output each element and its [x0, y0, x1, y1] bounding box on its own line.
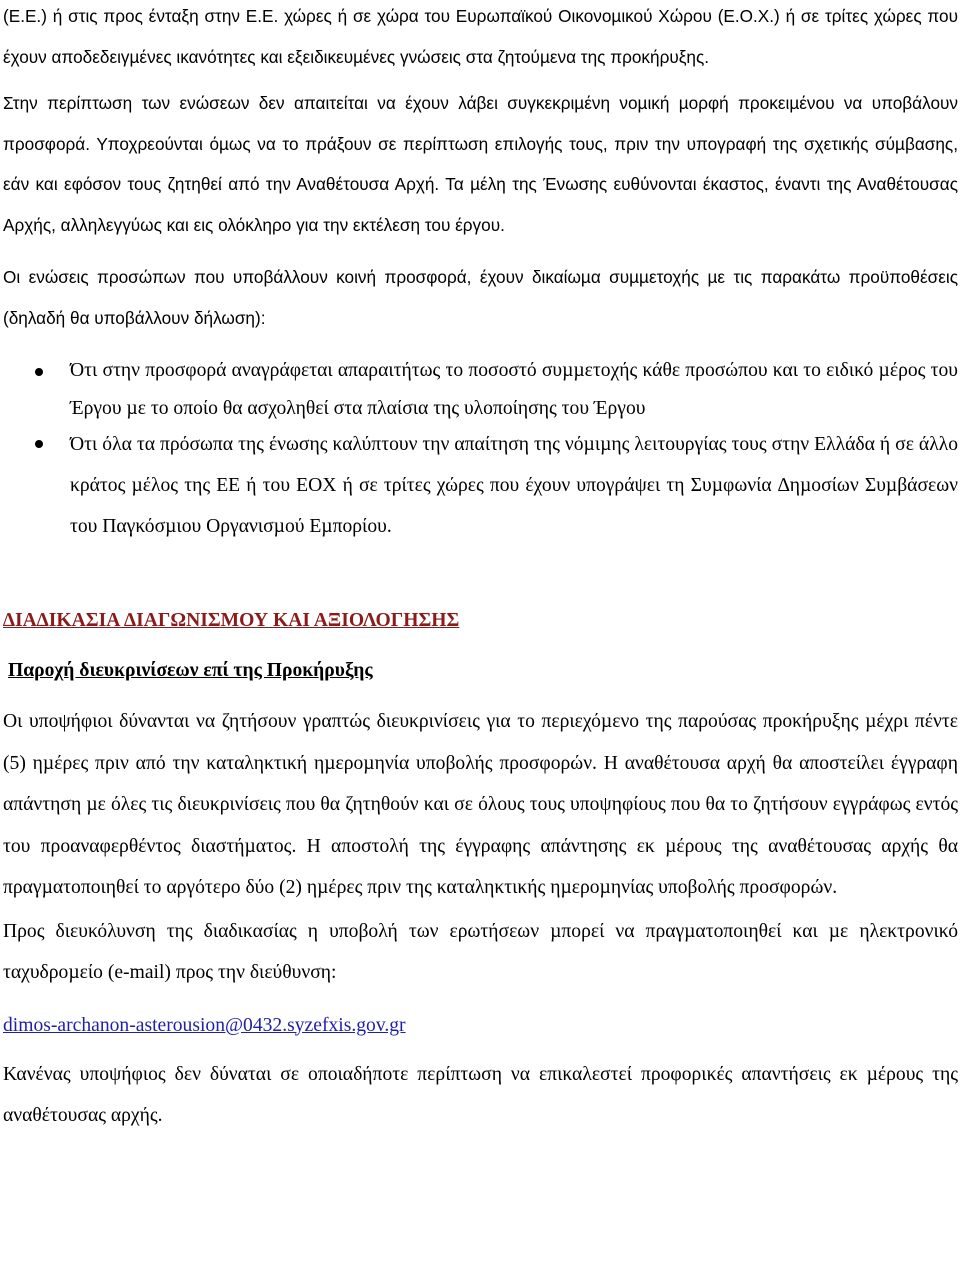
email-link[interactable]: dimos-archanon-asterousion@0432.syzefxis.gov.gr [3, 1014, 406, 1036]
subsection-heading: Παροχή διευκρινίσεων επί της Προκήρυξης [8, 660, 373, 681]
list-item [3, 424, 958, 547]
conditions-list [3, 352, 958, 547]
list-item [3, 352, 958, 428]
section-heading: ∆ΙΑ∆ΙΚΑΣΙΑ ∆ΙΑΓΩΝΙΣΜΟΥ ΚΑΙ ΑΞΙΟΛΟΓΗΣΗΣ [3, 610, 460, 631]
list-item-text: Ότι όλα τα πρόσωπα της ένωσης καλύπτουν την απαίτηση της νόµιµης λειτουργίας τους στην Ελλάδα ή σε άλλο κράτος µέλος της ΕΕ ή του ΕΟΧ ή σε τρίτες χώρες που έχουν υπογράψει τη Συµφωνία ∆ηµοσίων Συµβάσεων του Παγκόσµιου Οργανισµού Εµπορίου. [70, 434, 958, 537]
bullet-icon [35, 440, 43, 448]
conditions-intro-paragraph: Οι ενώσεις προσώπων που υποβάλλουν κοινή προσφορά, έχουν δικαίωµα συµµετοχής µε τις παρακάτω προϋποθέσεις (δηλαδή θα υποβάλλουν δήλωση): [3, 267, 958, 328]
bullet-icon [35, 368, 43, 376]
unions-paragraph: Στην περίπτωση των ενώσεων δεν απαιτείται να έχουν λάβει συγκεκριµένη νοµική µορφή προκειµένου να υποβάλουν προσφορά. Υποχρεούνται όµως να το πράξουν σε περίπτωση επιλογής τους, πριν την υπογραφή της σχετικής σύµβασης, εάν και εφόσον τους ζητηθεί από την Αναθέτουσα Αρχή. Τα µέλη της Ένωσης ευθύνονται έκαστος, έναντι της Αναθέτουσας Αρχής, αλληλεγγύως και εις ολόκληρο για την εκτέλεση του έργου. [3, 93, 958, 235]
clarifications-paragraph: Οι υποψήφιοι δύνανται να ζητήσουν γραπτώς διευκρινίσεις για το περιεχόµενο της παρούσας προκήρυξης µέχρι πέντε (5) ηµέρες πριν από την καταληκτική ηµεροµηνία υποβολής προσφορών. Η αναθέτουσα αρχή θα αποστείλει έγγραφη απάντηση µε όλες τις διευκρινίσεις που θα ζητηθούν και σε όλους τους υποψηφίους που θα το ζητήσουν εγγράφως εντός του προαναφερθέντος διαστήµατος. Η αποστολή της έγγραφης απάντησης εκ µέρους της αναθέτουσας αρχής θα πραγµατοποιηθεί το αργότερο δύο (2) ηµέρες πριν της καταληκτικής ηµεροµηνίας υποβολής προσφορών. [3, 711, 958, 898]
email-intro-paragraph: Προς διευκόλυνση της διαδικασίας η υποβολή των ερωτήσεων µπορεί να πραγµατοποιηθεί και µε ηλεκτρονικό ταχυδροµείο (e-mail) προς την διεύθυνση: [3, 920, 958, 983]
intro-paragraph: (Ε.Ε.) ή στις προς ένταξη στην Ε.Ε. χώρες ή σε χώρα του Ευρωπαϊκού Οικονοµικού Χώρου (Ε.Ο.Χ.) ή σε τρίτες χώρες που έχουν αποδεδειγµένες ικανότητες και εξειδικευµένες γνώσεις στα ζητούµενα της προκήρυξης. [3, 6, 958, 67]
list-item-text: Ότι στην προσφορά αναγράφεται απαραιτήτως το ποσοστό συµµετοχής κάθε προσώπου και το ειδικό µέρος του Έργου µε το οποίο θα ασχοληθεί στα πλαίσια της υλοποίησης του Έργου [70, 360, 958, 419]
closing-paragraph: Κανένας υποψήφιος δεν δύναται σε οποιαδήποτε περίπτωση να επικαλεστεί προφορικές απαντήσεις εκ µέρους της αναθέτουσας αρχής. [3, 1063, 958, 1126]
